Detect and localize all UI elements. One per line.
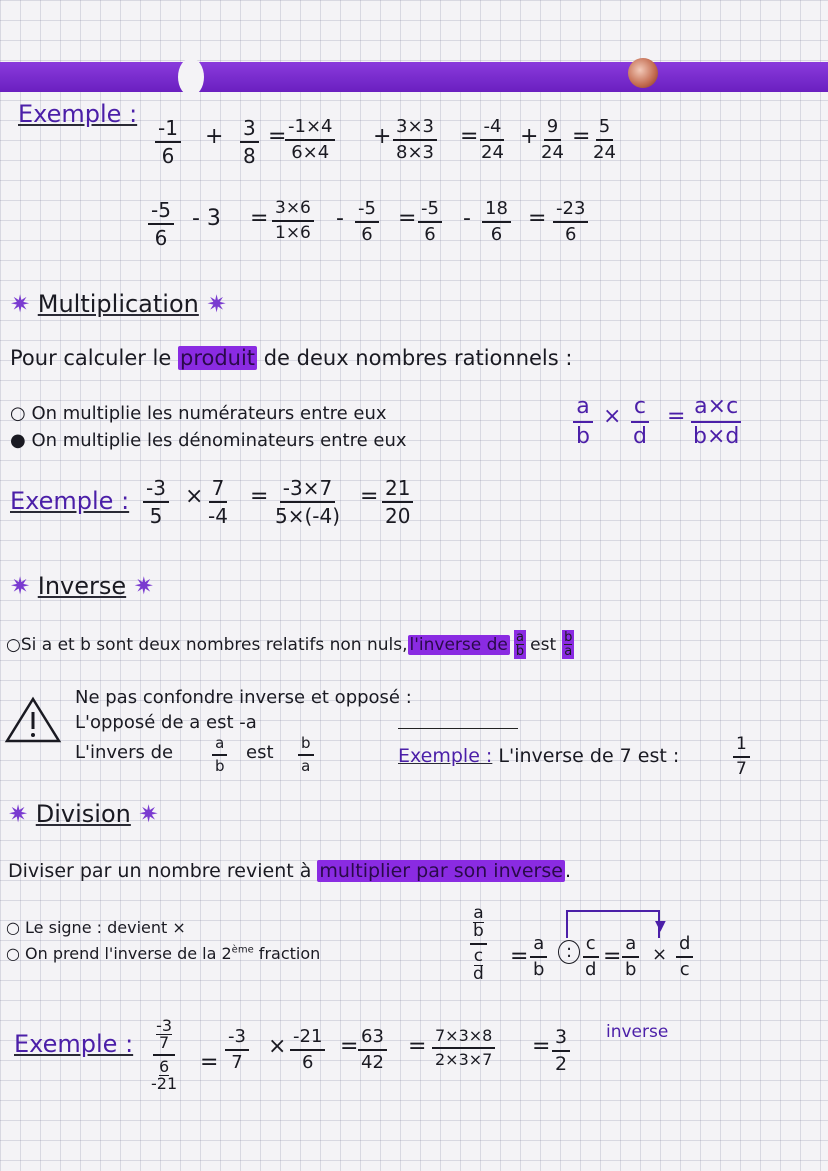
warning-line-3-label: L'invers de	[75, 742, 174, 763]
inverse-example-fraction: $\frac{1}{7}$	[733, 736, 750, 778]
asterisk-star-icon: ✷	[10, 572, 31, 600]
asterisk-star-icon: ✷	[8, 800, 29, 828]
warning-triangle-icon	[4, 696, 62, 744]
top-highlighter-band	[0, 62, 828, 92]
pushpin-icon	[628, 58, 658, 88]
binder-hole	[178, 58, 204, 96]
complex-fraction: a b c d	[470, 905, 487, 983]
warning-line-2: L'opposé de a est -a	[75, 712, 257, 733]
mult-bullet-2: ● On multiplie les dénominateurs entre eux	[10, 430, 407, 451]
transform-bracket	[566, 910, 660, 938]
division-bullet-1: ○ Le signe : devient ×	[6, 918, 186, 937]
inverse-heading: ✷ Inverse ✷	[10, 572, 154, 600]
division-heading: ✷ Division ✷	[8, 800, 159, 828]
example-label-3: Exemple :	[14, 1030, 134, 1058]
inverse-definition: ○ Si a et b sont deux nombres relatifs non nuls, l'inverse de a b est b a	[6, 630, 573, 659]
multiplication-intro: Pour calculer le produit de deux nombres rationnels :	[10, 346, 573, 370]
asterisk-star-icon: ✷	[138, 800, 159, 828]
multiplication-heading: ✷ Multiplication ✷	[10, 290, 227, 318]
mult-bullet-1: ○ On multiplie les numérateurs entre eux	[10, 403, 387, 424]
asterisk-star-icon: ✷	[133, 572, 154, 600]
inverse-note: inverse	[606, 1022, 669, 1042]
warning-fraction-b-over-a: $\frac{b}{a}$	[298, 736, 314, 774]
divider-line	[398, 728, 518, 729]
warning-fraction-a-over-b: $\frac{a}{b}$	[212, 736, 228, 774]
division-intro: Diviser par un nombre revient à multiplier par son inverse .	[8, 860, 571, 882]
division-sign-circled: :	[558, 940, 580, 964]
warning-line-1: Ne pas confondre inverse et opposé :	[75, 687, 412, 708]
example-label-1: Exemple :	[18, 100, 138, 128]
asterisk-star-icon: ✷	[10, 290, 31, 318]
warning-line-3-est: est	[246, 742, 274, 763]
example-label-2: Exemple :	[10, 487, 130, 515]
inverse-example: Exemple : L'inverse de 7 est :	[398, 745, 680, 767]
arrow-down-icon: ▼	[655, 918, 666, 934]
asterisk-star-icon: ✷	[206, 290, 227, 318]
division-bullet-2: ○ On prend l'inverse de la 2ème fraction	[6, 944, 321, 963]
